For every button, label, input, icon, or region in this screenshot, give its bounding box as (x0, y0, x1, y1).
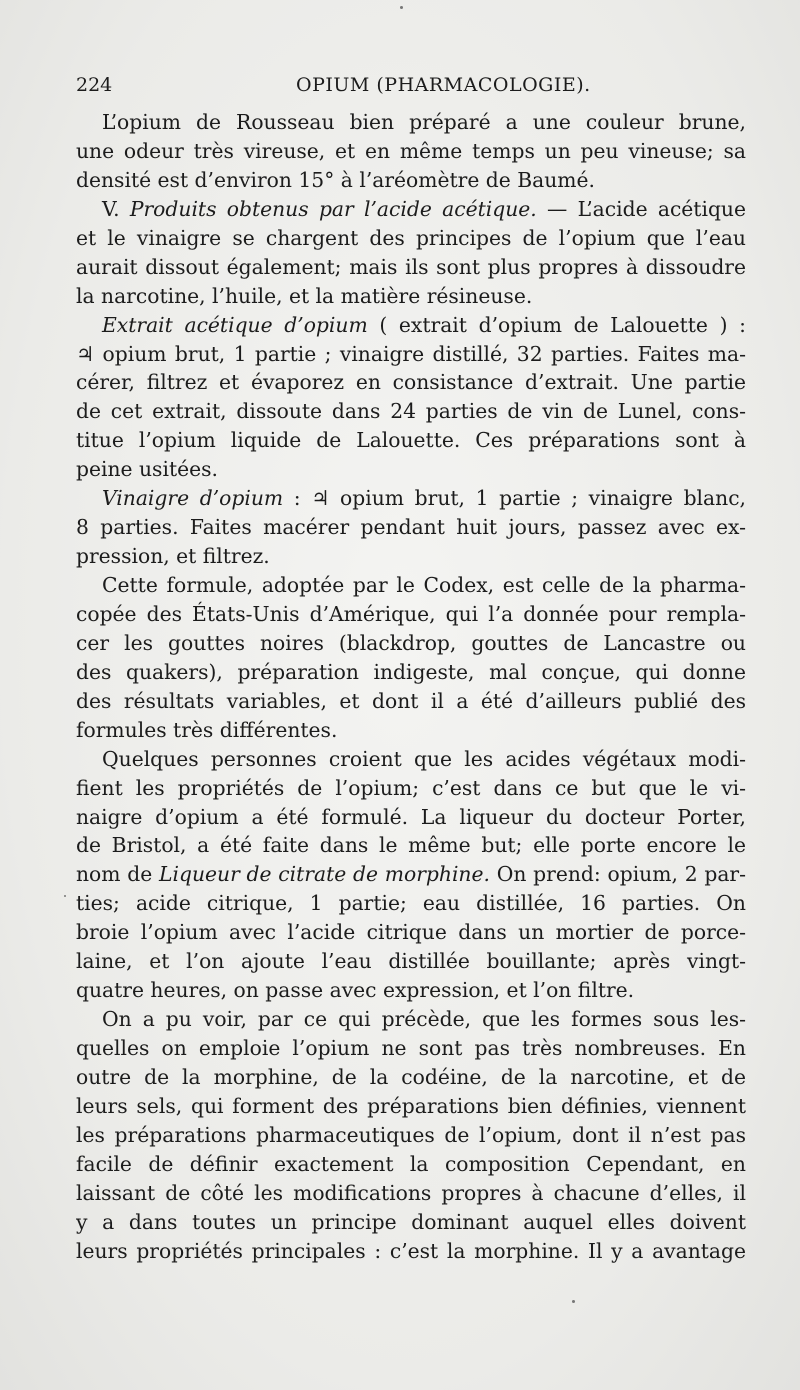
italic-phrase: Vinaigre d’opium (102, 486, 284, 511)
text-line: laine, et l’on ajoute l’eau distillée bouillante; après vingt- (76, 949, 746, 974)
ink-speck (64, 895, 66, 897)
text-line: y a dans toutes un principe dominant auquel elles doivent (76, 1209, 746, 1234)
text-line: pression, et filtrez. (76, 544, 270, 569)
text-line: broie l’opium avec l’acide citrique dans un mortier de porce- (76, 920, 746, 945)
text-line: la narcotine, l’huile, et la matière résineuse. (76, 283, 533, 308)
running-title-main: OPIUM (296, 74, 370, 96)
text-line: densité est d’environ 15° à l’aréomètre de Baumé. (76, 167, 595, 192)
text-fragment: : ♃ opium brut, 1 partie ; vinaigre blanc, (283, 486, 746, 511)
text-line: copée des États-Unis d’Amérique, qui l’a donnée pour rempla- (76, 601, 746, 626)
text-line: Cette formule, adoptée par le Codex, est celle de la pharma- (102, 573, 746, 597)
text-line: de cet extrait, dissoute dans 24 parties de vin de Lunel, cons- (76, 399, 746, 424)
text-line: une odeur très vireuse, et en même temps un peu vineuse; sa (76, 138, 746, 163)
text-fragment: — L’acide acétique (536, 196, 746, 221)
text-line: leurs propriétés principales : c’est la morphine. Il y a avantage (76, 1238, 746, 1263)
text-line: naigre d’opium a été formulé. La liqueur du docteur Porter, (76, 804, 746, 829)
text-line: titue l’opium liquide de Lalouette. Ces préparations sont à (76, 428, 746, 453)
text-line (76, 484, 746, 513)
text-line: L’opium de Rousseau bien préparé a une couleur brune, (102, 110, 746, 134)
text-fragment: On prend: opium, 2 par- (489, 862, 746, 887)
text-line: leurs sels, qui forment des préparations bien définies, viennent (76, 1093, 746, 1118)
text-line (76, 860, 746, 889)
running-title (296, 74, 591, 96)
text-line: des résultats variables, et dont il a été d’ailleurs publié des (76, 688, 746, 713)
ink-speck (572, 1300, 575, 1303)
text-line: formules très différentes. (76, 717, 338, 742)
text-fragment: nom de (76, 862, 160, 887)
text-fragment: ( extrait d’opium de Lalouette ) : (367, 312, 746, 337)
text-line: On a pu voir, par ce qui précède, que les formes sous les- (102, 1007, 746, 1032)
text-line: Quelques personnes croient que les acides végétaux modi- (102, 746, 746, 771)
text-line: les préparations pharmaceutiques de l’opium, dont il n’est pas (76, 1122, 746, 1147)
page-number: 224 (76, 74, 113, 96)
italic-phrase: Extrait acétique d’opium (102, 312, 368, 337)
text-line: cer les gouttes noires (blackdrop, gouttes de Lancastre ou (76, 630, 746, 655)
text-line: de Bristol, a été faite dans le même but; elle porte encore le (76, 833, 746, 858)
text-line: des quakers), préparation indigeste, mal conçue, qui donne (76, 659, 746, 684)
text-line: aurait dissout également; mais ils sont plus propres à dissoudre (76, 254, 746, 279)
text-line: cérer, filtrez et évaporez en consistance d’extrait. Une partie (76, 370, 746, 395)
italic-phrase: Liqueur de citrate de morphine. (159, 862, 490, 887)
text-line: quelles on emploie l’opium ne sont pas très nombreuses. En (76, 1036, 746, 1060)
text-line: laissant de côté les modifications propres à chacune d’elles, il (76, 1180, 746, 1205)
text-line: 8 parties. Faites macérer pendant huit jours, passez avec ex- (76, 515, 746, 540)
text-fragment: V. (102, 196, 130, 221)
text-line: facile de définir exactement la composition Cependant, en (76, 1151, 746, 1176)
text-line: ♃ opium brut, 1 partie ; vinaigre distillé, 32 parties. Faites ma- (76, 341, 746, 366)
text-line: fient les propriétés de l’opium; c’est dans ce but que le vi- (76, 775, 746, 800)
text-line: outre de la morphine, de la codéine, de la narcotine, et de (76, 1064, 746, 1089)
text-line: et le vinaigre se chargent des principes de l’opium que l’eau (76, 225, 746, 250)
text-line: peine usitées. (76, 457, 218, 482)
ink-speck (400, 6, 403, 9)
body-text (76, 108, 746, 1266)
text-line (76, 311, 746, 340)
running-header (76, 74, 756, 104)
text-line: quatre heures, on passe avec expression, et l’on filtre. (76, 978, 635, 1003)
text-line: ties; acide citrique, 1 partie; eau distillée, 16 parties. On (76, 891, 746, 916)
italic-phrase: Produits obtenus par l’acide acétique. (129, 196, 537, 221)
text-line (76, 195, 746, 224)
running-title-sub: (PHARMACOLOGIE). (376, 74, 591, 96)
